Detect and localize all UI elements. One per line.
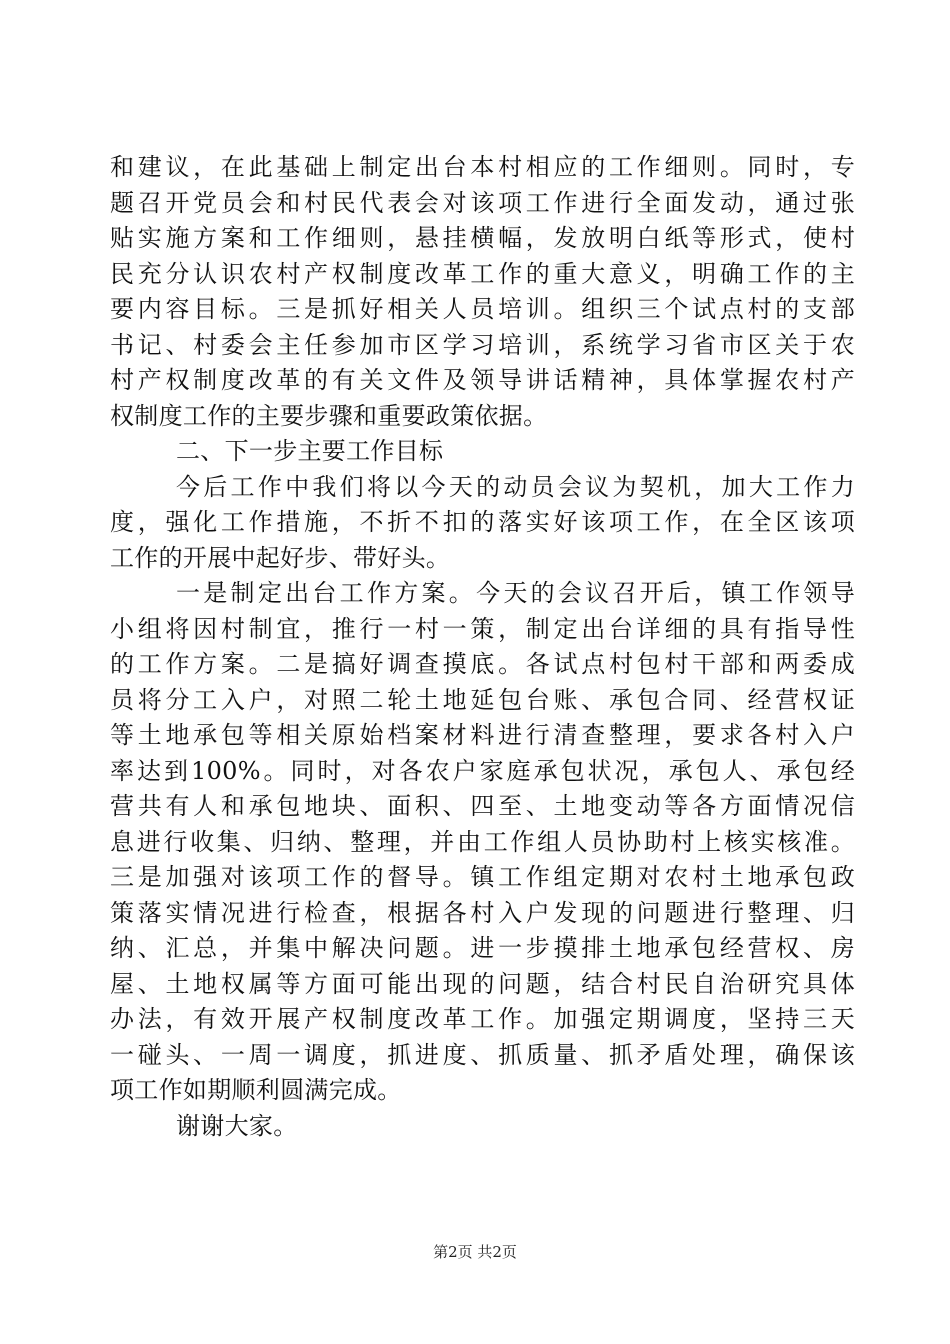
text-line: 今后工作中我们将以今天的动员会议为契机，加大工作力: [176, 472, 855, 501]
text-line: 等土地承包等相关原始档案材料进行清查整理，要求各村入户: [110, 721, 855, 749]
text-line: 三是加强对该项工作的督导。镇工作组定期对农村土地承包政: [110, 863, 855, 891]
text-line: 权制度工作的主要步骤和重要政策依据。: [110, 401, 548, 430]
text-line: 项工作如期顺利圆满完成。: [110, 1076, 402, 1104]
text-line: 一是制定出台工作方案。今天的会议召开后，镇工作领导: [176, 579, 855, 607]
page-footer: 第2页 共2页: [433, 1243, 517, 1261]
text-line: 营共有人和承包地块、面积、四至、土地变动等各方面情况信: [110, 792, 855, 820]
text-line: 工作的开展中起好步、带好头。: [110, 543, 451, 572]
document-body: [110, 150, 855, 1144]
text-line: 策落实情况进行检查，根据各村入户发现的问题进行整理、归: [110, 898, 855, 927]
text-line: 小组将因村制宜，推行一村一策，制定出台详细的具有指导性: [110, 614, 855, 643]
text-line: 度，强化工作措施，不折不扣的落实好该项工作，在全区该项: [110, 508, 855, 536]
text-line: 屋、土地权属等方面可能出现的问题，结合村民自治研究具体: [110, 969, 855, 998]
text-line: 息进行收集、归纳、整理，并由工作组人员协助村上核实核准。: [110, 827, 855, 856]
text-line: 村产权制度改革的有关文件及领导讲话精神，具体掌握农村产: [110, 366, 855, 394]
text-line: 办法，有效开展产权制度改革工作。加强定期调度，坚持三天: [110, 1005, 855, 1033]
text-line: 二、下一步主要工作目标: [176, 437, 444, 465]
text-line: 纳、汇总，并集中解决问题。进一步摸排土地承包经营权、房: [110, 934, 855, 962]
text-line: 书记、村委会主任参加市区学习培训，系统学习省市区关于农: [110, 330, 855, 359]
text-line: 要内容目标。三是抓好相关人员培训。组织三个试点村的支部: [110, 295, 855, 323]
text-line: 率达到100%。同时，对各农户家庭承包状况，承包人、承包经: [110, 756, 855, 785]
text-line: 员将分工入户，对照二轮土地延包台账、承包合同、经营权证: [110, 685, 855, 714]
text-line: 的工作方案。二是搞好调查摸底。各试点村包村干部和两委成: [110, 650, 855, 678]
text-line: 谢谢大家。: [176, 1111, 298, 1140]
text-line: 民充分认识农村产权制度改革工作的重大意义，明确工作的主: [110, 259, 855, 288]
text-line: 和建议，在此基础上制定出台本村相应的工作细则。同时，专: [110, 153, 855, 181]
text-line: 题召开党员会和村民代表会对该项工作进行全面发动，通过张: [110, 188, 855, 217]
text-line: 贴实施方案和工作细则，悬挂横幅，发放明白纸等形式，使村: [110, 224, 855, 252]
text-line: 一碰头、一周一调度，抓进度、抓质量、抓矛盾处理，确保该: [110, 1040, 855, 1069]
